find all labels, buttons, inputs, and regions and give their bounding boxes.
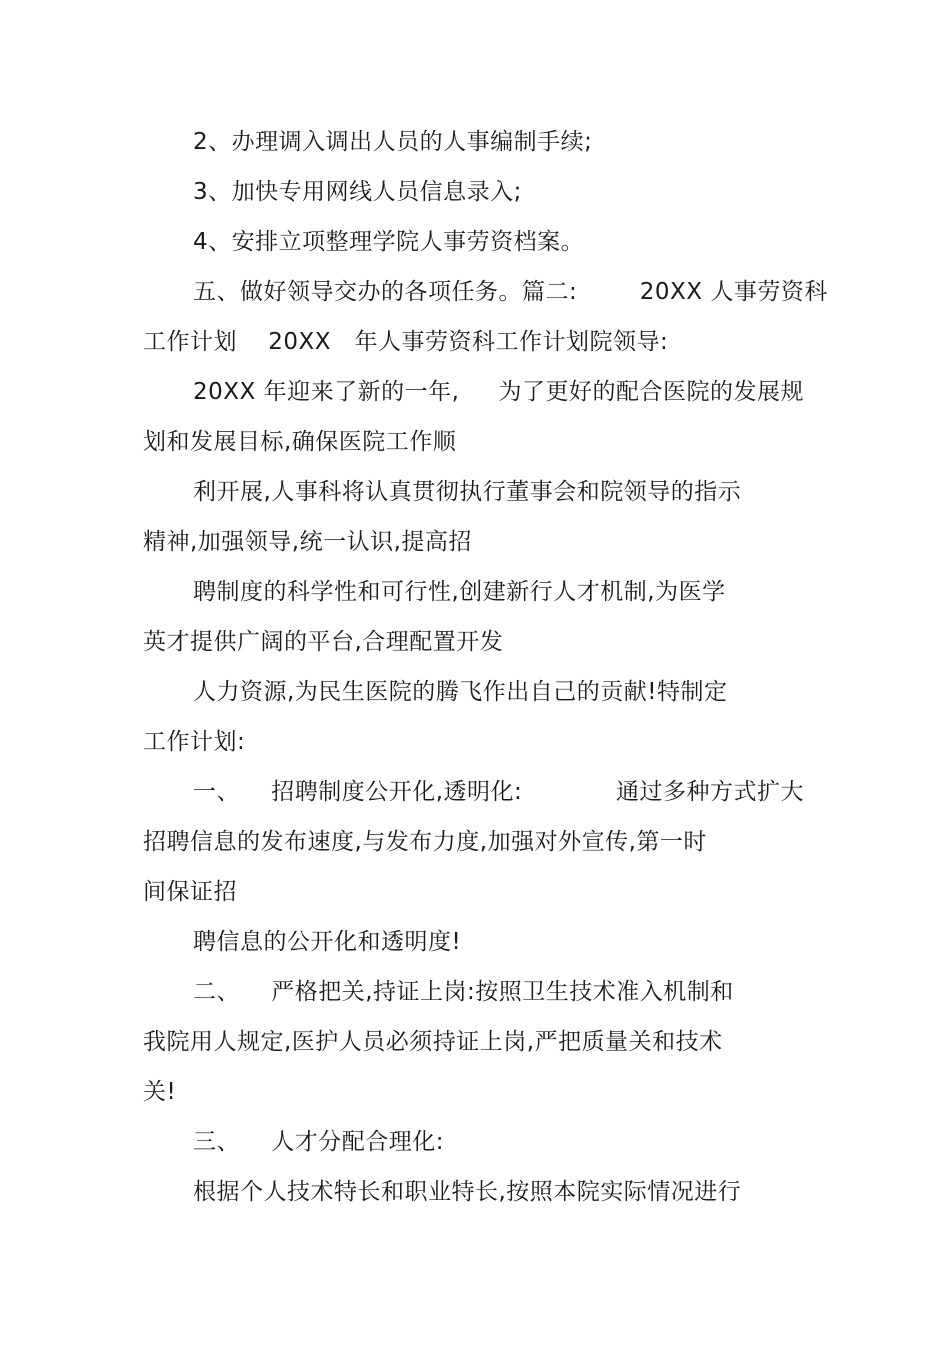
text-line: 我院用人规定,医护人员必须持证上岗,严把质量关和技术 [143, 1029, 723, 1055]
text-line: 关! [143, 1079, 177, 1105]
text-line: 利开展,人事科将认真贯彻执行董事会和院领导的指示 [193, 479, 742, 505]
text-line: 3、加快专用网线人员信息录入; [193, 179, 522, 205]
text-line: 五、做好领导交办的各项任务。篇二: 20XX 人事劳资科 [193, 279, 828, 305]
text-line: 二、 严格把关,持证上岗:按照卫生技术准入机制和 [193, 979, 734, 1005]
text-line: 20XX 年迎来了新的一年, 为了更好的配合医院的发展规 [193, 379, 804, 405]
text-line: 工作计划 20XX 年人事劳资科工作计划院领导: [143, 329, 669, 355]
text-line: 根据个人技术特长和职业特长,按照本院实际情况进行 [193, 1179, 742, 1205]
text-line: 聘信息的公开化和透明度! [193, 929, 462, 955]
text-line: 一、 招聘制度公开化,透明化: 通过多种方式扩大 [193, 779, 805, 805]
text-line: 间保证招 [143, 879, 237, 905]
text-line: 4、安排立项整理学院人事劳资档案。 [193, 229, 585, 255]
text-line: 招聘信息的发布速度,与发布力度,加强对外宣传,第一时 [143, 829, 707, 855]
text-line: 工作计划: [143, 729, 246, 755]
text-line: 英才提供广阔的平台,合理配置开发 [143, 629, 504, 655]
text-line: 聘制度的科学性和可行性,创建新行人才机制,为医学 [193, 579, 726, 605]
text-line: 三、 人才分配合理化: [193, 1129, 444, 1155]
text-line: 2、办理调入调出人员的人事编制手续; [193, 129, 593, 155]
text-line: 划和发展目标,确保医院工作顺 [143, 429, 457, 455]
text-line: 精神,加强领导,统一认识,提高招 [143, 529, 472, 555]
text-line: 人力资源,为民生医院的腾飞作出自己的贡献!特制定 [193, 679, 728, 705]
